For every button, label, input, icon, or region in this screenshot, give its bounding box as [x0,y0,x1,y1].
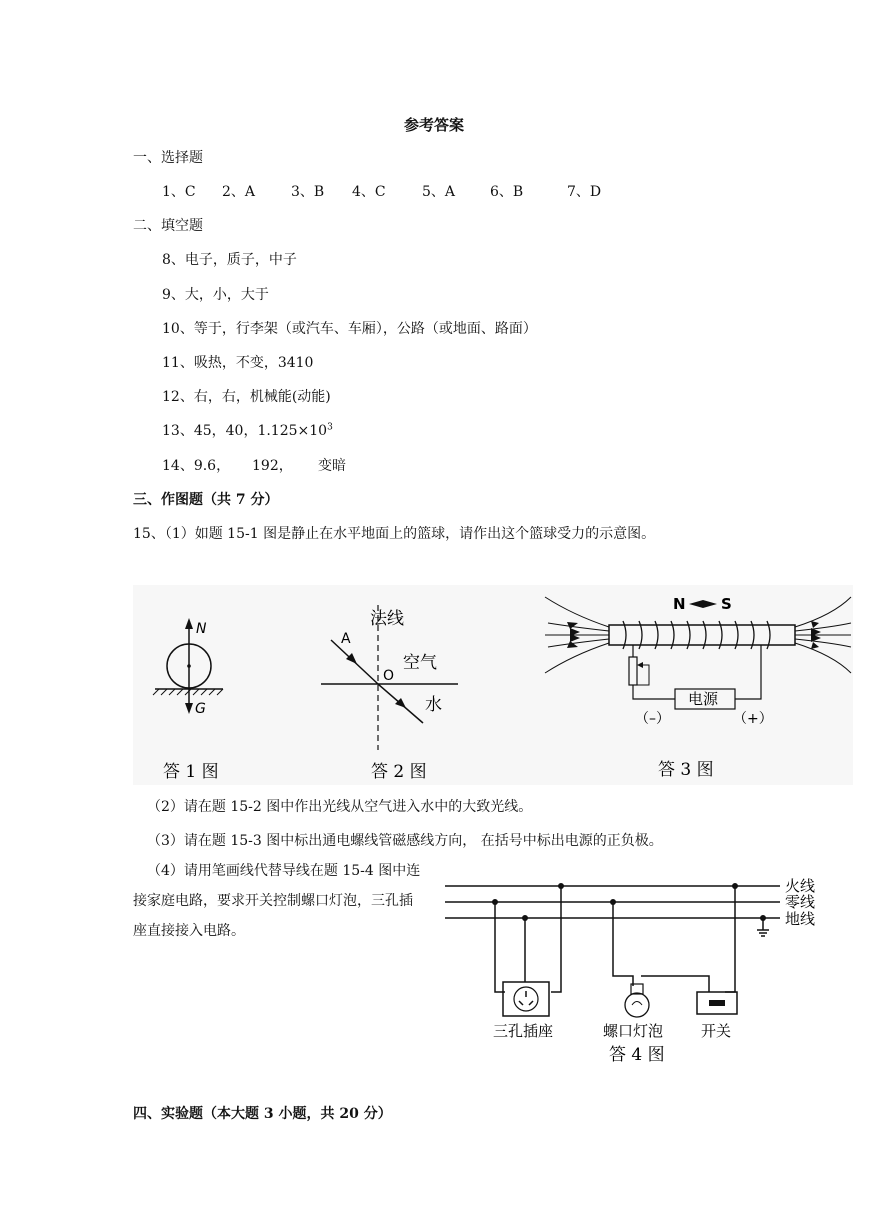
ray-label: A [341,631,351,647]
point-label: O [383,668,395,684]
figure-3-caption: 答 3 图 [658,760,714,780]
fill-answer-12: 12、右，右，机械能(动能) [162,389,331,405]
lamp-icon [625,984,649,1017]
figure-1-caption: 答 1 图 [163,762,219,782]
compass-n-label: N [673,595,686,613]
positive-pole-label: （+） [733,711,773,727]
choice-answer: 6、B [490,184,524,200]
lamp-label: 螺口灯泡 [603,1022,664,1040]
figure-4-caption: 答 4 图 [609,1045,665,1065]
section-choice: 一、选择题 [133,150,203,166]
socket-icon [503,982,549,1016]
fill-answer-14-c: 变暗 [318,458,346,474]
choice-answer: 7、D [567,184,602,200]
section-experiment: 四、实验题（本大题 3 小题，共 20 分） [133,1106,392,1122]
power-source-label: 电源 [688,690,719,708]
ground-wire-label: 地线 [785,910,816,928]
question-15-1: 15、（1）如题 15-1 图是静止在水平地面上的篮球，请作出这个篮球受力的示意图。 [133,526,656,542]
question-15-3: （3）请在题 15-3 图中标出通电螺线管磁感线方向， 在括号中标出电源的正负极。 [147,833,663,849]
choice-answer: 3、B [291,184,325,200]
socket-label: 三孔插座 [493,1022,554,1040]
fill-answer-8: 8、电子，质子，中子 [162,252,297,268]
section-drawing: 三、作图题（共 7 分） [133,492,279,508]
fill-answer-9: 9、大，小，大于 [162,287,269,303]
figure-2-caption: 答 2 图 [371,762,427,782]
choice-answer: 1、C [162,184,196,200]
live-wire-label: 火线 [785,877,816,895]
choice-answer: 4、C [352,184,386,200]
fill-answer-11: 11、吸热，不变，3410 [162,355,314,371]
figures-row [133,585,853,785]
choice-answer: 5、A [422,184,456,200]
choice-answer: 2、A [222,184,256,200]
switch-icon [697,992,737,1014]
neutral-wire-label: 零线 [785,893,816,911]
normal-label: 法线 [370,609,404,629]
question-15-4: （4）请用笔画线代替导线在题 15-4 图中连接家庭电路，要求开关控制螺口灯泡，三孔插座直接接入电路。 [133,863,421,939]
negative-pole-label: （–） [635,711,670,727]
switch-label: 开关 [701,1022,732,1040]
section-fill: 二、填空题 [133,218,203,234]
fill-answer-13-exponent: 3 [327,422,333,433]
force-n-label: N [196,621,207,637]
figure-4-household-circuit [445,870,825,1075]
fill-answer-14-b: 192， [252,458,293,474]
question-15-2: （2）请在题 15-2 图中作出光线从空气进入水中的大致光线。 [147,799,533,815]
compass-s-label: S [721,595,732,613]
force-g-label: G [195,701,206,717]
figure-background [133,585,853,785]
fill-answer-13 [162,420,333,440]
fill-answer-14-a: 14、9.6， [162,458,231,474]
page-title: 参考答案 [404,116,465,134]
water-label: 水 [425,695,442,715]
air-label: 空气 [403,653,437,673]
fill-answer-13-base: 13、45，40，1.125×10 [162,423,328,439]
fill-answer-10: 10、等于，行李架（或汽车、车厢），公路（或地面、路面） [162,321,537,337]
